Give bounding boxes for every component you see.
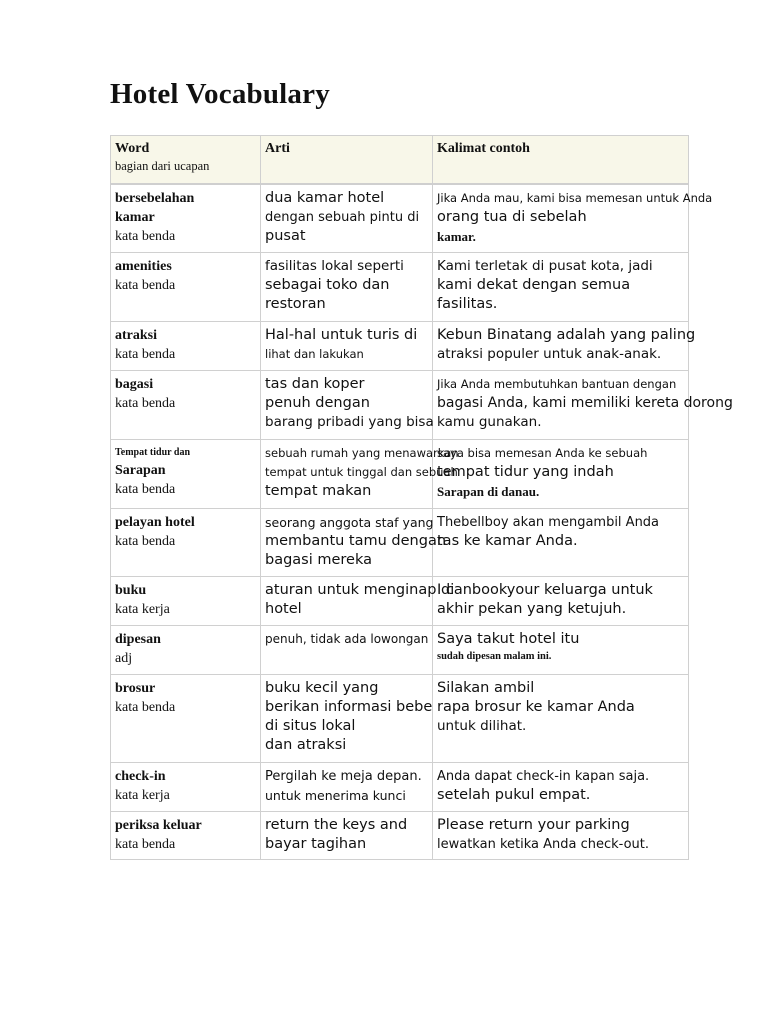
word-text: periksa keluar <box>115 818 202 833</box>
kalimat-cell <box>433 440 689 509</box>
part-of-speech: kata benda <box>115 228 176 244</box>
arti-line: fasilitas lokal seperti <box>265 258 404 274</box>
word-cell <box>111 577 261 626</box>
kalimat-line: I canbookyour keluarga untuk <box>437 582 653 598</box>
arti-line: buku kecil yang <box>265 680 379 696</box>
arti-line: hotel <box>265 601 302 617</box>
arti-line: restoran <box>265 296 326 312</box>
word-cell <box>111 812 261 860</box>
kalimat-line: Anda dapat check-in kapan saja. <box>437 769 650 784</box>
header-word <box>111 136 261 184</box>
arti-line: penuh dengan <box>265 395 370 411</box>
arti-cell <box>261 675 433 763</box>
kalimat-line: Sarapan di danau. <box>437 484 540 499</box>
word-cell <box>111 184 261 253</box>
kalimat-cell <box>433 812 689 860</box>
word-text: atraksi <box>115 328 157 343</box>
kalimat-line: rapa brosur ke kamar Anda <box>437 699 635 715</box>
kalimat-cell <box>433 253 689 322</box>
kalimat-line: Kami terletak di pusat kota, jadi <box>437 258 653 274</box>
kalimat-line: akhir pekan yang ketujuh. <box>437 601 627 617</box>
arti-line: pusat <box>265 227 306 244</box>
word-text: kamar <box>115 209 155 225</box>
kalimat-line: lewatkan ketika Anda check-out. <box>437 837 650 852</box>
word-cell <box>111 322 261 371</box>
kalimat-line: fasilitas. <box>437 296 498 312</box>
table-header-row <box>111 136 689 184</box>
arti-line: di situs lokal <box>265 718 356 734</box>
arti-line: bagasi mereka <box>265 552 373 568</box>
arti-line: dan atraksi <box>265 737 347 753</box>
arti-line: untuk menerima kunci <box>265 788 406 803</box>
arti-line: tas dan koper <box>265 376 365 392</box>
arti-cell <box>261 763 433 812</box>
word-text: pelayan hotel <box>115 515 195 530</box>
kalimat-line: tas ke kamar Anda. <box>437 533 578 549</box>
table-row <box>111 812 689 860</box>
arti-line: tempat makan <box>265 483 372 499</box>
table-row <box>111 763 689 812</box>
word-text: bersebelahan <box>115 190 195 206</box>
kalimat-cell <box>433 577 689 626</box>
table-row <box>111 371 689 440</box>
kalimat-line: kami dekat dengan semua <box>437 277 631 293</box>
kalimat-line: kamar. <box>437 228 476 244</box>
part-of-speech: kata benda <box>115 278 176 293</box>
kalimat-line: orang tua di sebelah <box>437 208 587 225</box>
arti-line: dengan sebuah pintu di <box>265 209 420 225</box>
kalimat-cell <box>433 675 689 763</box>
arti-line: Hal-hal untuk turis di <box>265 327 418 343</box>
word-cell <box>111 371 261 440</box>
kalimat-line: setelah pukul empat. <box>437 787 591 803</box>
part-of-speech: kata benda <box>115 396 176 411</box>
arti-line: barang pribadi yang bisa <box>265 414 434 430</box>
kalimat-cell <box>433 184 713 253</box>
word-cell <box>111 763 261 812</box>
vocabulary-table <box>110 135 733 860</box>
arti-cell <box>261 440 459 509</box>
kalimat-cell <box>433 371 733 440</box>
word-cell <box>111 626 261 675</box>
table-row <box>111 322 689 371</box>
arti-cell <box>261 626 433 675</box>
kalimat-cell <box>433 322 696 371</box>
word-text: bagasi <box>115 377 154 392</box>
word-text: check-in <box>115 769 166 784</box>
kalimat-line: bagasi Anda, kami memiliki kereta dorong <box>437 395 733 411</box>
word-cell <box>111 675 261 763</box>
header-word-label: Word <box>115 141 150 156</box>
word-text: Sarapan <box>115 463 166 478</box>
kalimat-line: saya bisa memesan Anda ke sebuah <box>437 446 648 460</box>
kalimat-line: Please return your parking <box>437 817 630 833</box>
kalimat-line: kamu gunakan. <box>437 414 542 430</box>
table-row <box>111 509 689 577</box>
kalimat-line: sudah dipesan malam ini. <box>437 651 552 662</box>
arti-cell <box>261 184 433 253</box>
kalimat-line: atraksi populer untuk anak-anak. <box>437 346 662 362</box>
arti-line: lihat dan lakukan <box>265 347 364 361</box>
word-cell <box>111 253 261 322</box>
part-of-speech: kata benda <box>115 482 176 497</box>
kalimat-line: untuk dilihat. <box>437 718 527 734</box>
header-arti-label: Arti <box>265 141 290 156</box>
part-of-speech: kata benda <box>115 837 176 852</box>
table-row <box>111 577 689 626</box>
arti-cell <box>261 577 455 626</box>
page-title: Hotel Vocabulary <box>110 78 330 110</box>
part-of-speech: kata kerja <box>115 602 170 617</box>
word-text: buku <box>115 583 147 598</box>
kalimat-cell <box>433 626 689 675</box>
arti-line: return the keys and <box>265 817 408 833</box>
header-arti <box>261 136 433 184</box>
header-kalimat <box>433 136 689 184</box>
arti-cell <box>261 371 433 440</box>
part-of-speech: kata benda <box>115 347 176 362</box>
part-of-speech: kata benda <box>115 700 176 715</box>
part-of-speech: kata kerja <box>115 788 170 803</box>
word-cell <box>111 509 261 577</box>
word-text: brosur <box>115 681 156 696</box>
kalimat-line: Jika Anda mau, kami bisa memesan untuk Anda <box>437 190 713 205</box>
kalimat-line: Jika Anda membutuhkan bantuan dengan <box>437 377 677 391</box>
part-of-speech: adj <box>115 651 133 666</box>
word-cell <box>111 440 261 509</box>
kalimat-cell <box>433 509 689 577</box>
word-text: amenities <box>115 259 172 274</box>
arti-line: bayar tagihan <box>265 836 367 852</box>
arti-line: seorang anggota staf yang <box>265 515 434 530</box>
table-row <box>111 626 689 675</box>
table-row <box>111 184 689 253</box>
kalimat-cell <box>433 763 689 812</box>
table-row <box>111 253 689 322</box>
arti-cell <box>261 322 433 371</box>
kalimat-line: Kebun Binatang adalah yang paling <box>437 327 696 343</box>
kalimat-line: Thebellboy akan mengambil Anda <box>437 515 660 530</box>
arti-line: berikan informasi bebe <box>265 699 433 715</box>
arti-line: Pergilah ke meja depan. <box>265 769 422 784</box>
arti-cell <box>261 812 433 860</box>
arti-line: tempat untuk tinggal dan sebuah <box>265 465 458 479</box>
header-word-sublabel: bagian dari ucapan <box>115 159 210 173</box>
arti-line: dua kamar hotel <box>265 189 385 206</box>
kalimat-line: Silakan ambil <box>437 680 535 696</box>
arti-line: aturan untuk menginap di <box>265 582 455 598</box>
word-text: Tempat tidur dan <box>115 447 191 458</box>
arti-line: penuh, tidak ada lowongan <box>265 632 429 646</box>
arti-cell <box>261 253 433 322</box>
word-text: dipesan <box>115 632 161 647</box>
kalimat-line: tempat tidur yang indah <box>437 464 614 480</box>
arti-line: sebuah rumah yang menawarkan <box>265 446 459 460</box>
arti-line: membantu tamu dengan <box>265 533 447 549</box>
arti-cell <box>261 509 447 577</box>
table-row <box>111 675 689 763</box>
header-kalimat-label: Kalimat contoh <box>437 141 530 156</box>
table-row <box>111 440 689 509</box>
part-of-speech: kata benda <box>115 534 176 549</box>
kalimat-line: Saya takut hotel itu <box>437 631 580 647</box>
arti-line: sebagai toko dan <box>265 277 390 293</box>
